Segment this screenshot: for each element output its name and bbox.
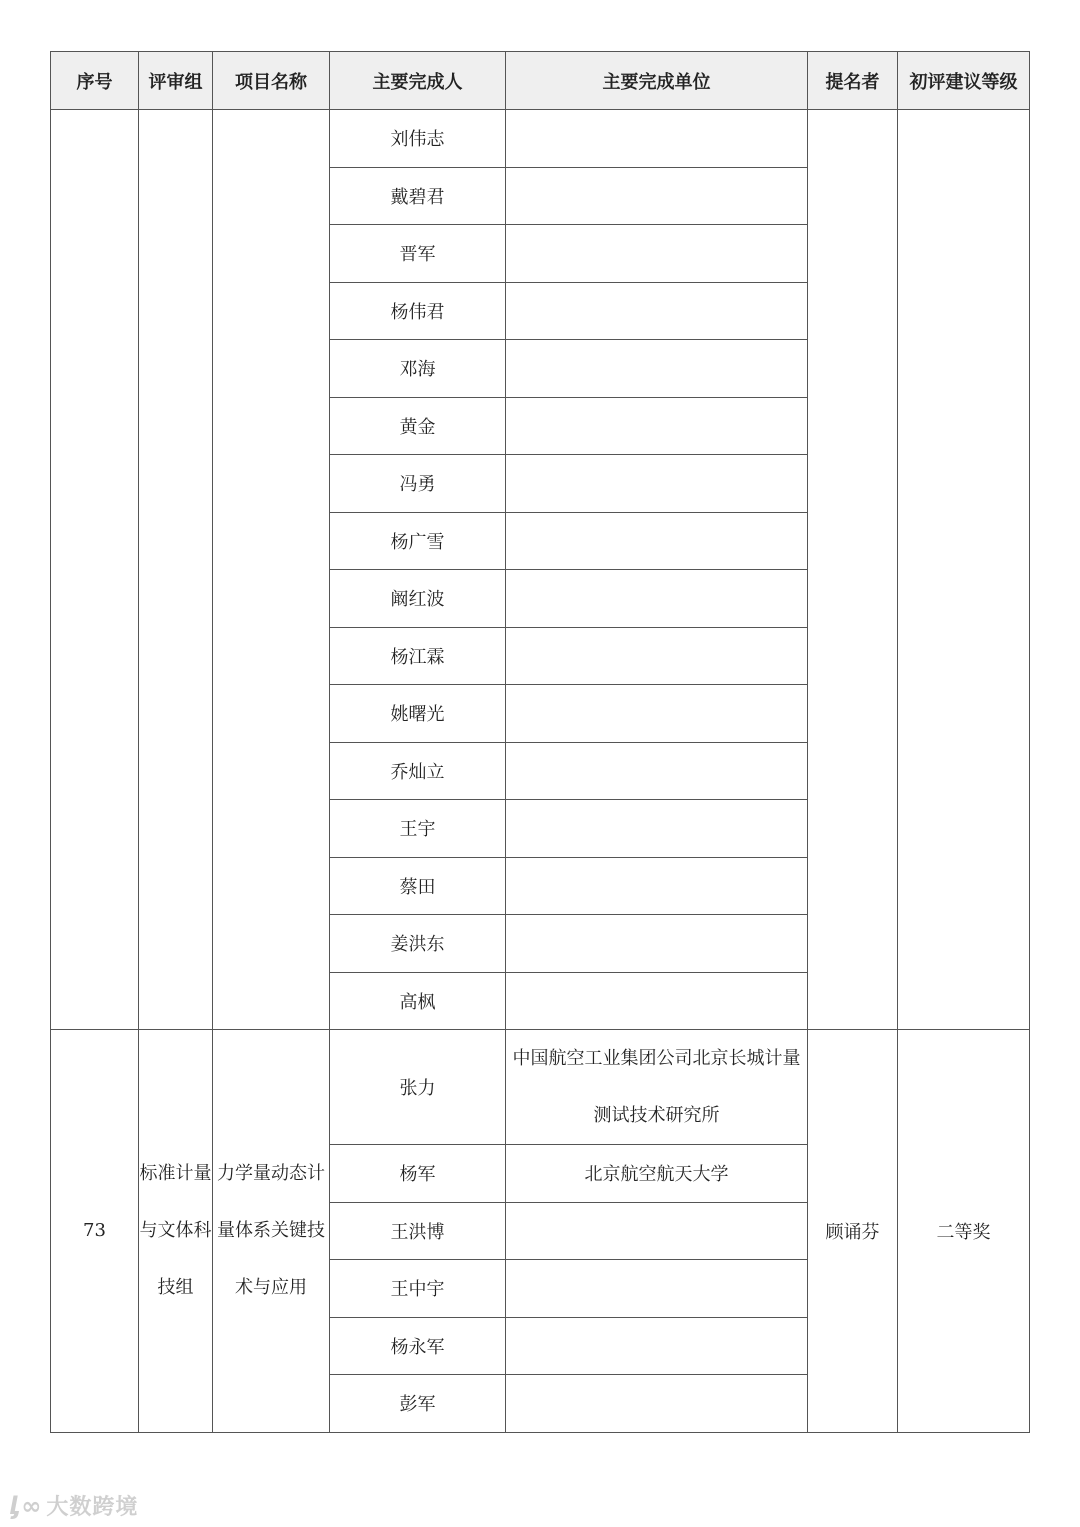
unit-cell xyxy=(506,1317,808,1375)
header-nominator: 提名者 xyxy=(808,52,898,110)
person-cell: 姚曙光 xyxy=(330,685,506,743)
unit-cell xyxy=(506,915,808,973)
unit-cell xyxy=(506,110,808,168)
group-cell: 标准计量与文体科技组 xyxy=(139,1030,213,1433)
person-cell: 杨军 xyxy=(330,1145,506,1203)
person-cell: 彭军 xyxy=(330,1375,506,1433)
person-cell: 阚红波 xyxy=(330,570,506,628)
person-cell: 晋军 xyxy=(330,225,506,283)
watermark xyxy=(8,1490,138,1521)
level-cell-empty xyxy=(898,110,1030,1030)
person-cell: 蔡田 xyxy=(330,857,506,915)
seq-cell: 73 xyxy=(51,1030,139,1433)
header-seq: 序号 xyxy=(51,52,139,110)
unit-cell xyxy=(506,1260,808,1318)
unit-cell xyxy=(506,627,808,685)
table-row xyxy=(51,1030,1030,1145)
nominator-cell-empty xyxy=(808,110,898,1030)
unit-cell xyxy=(506,455,808,513)
header-project: 项目名称 xyxy=(213,52,330,110)
header-group: 评审组 xyxy=(139,52,213,110)
header-row xyxy=(51,52,1030,110)
header-level: 初评建议等级 xyxy=(898,52,1030,110)
unit-cell xyxy=(506,397,808,455)
seq-cell-empty xyxy=(51,110,139,1030)
header-units: 主要完成单位 xyxy=(506,52,808,110)
header-persons: 主要完成人 xyxy=(330,52,506,110)
person-cell: 邓海 xyxy=(330,340,506,398)
unit-cell xyxy=(506,167,808,225)
level-cell: 二等奖 xyxy=(898,1030,1030,1433)
table-row xyxy=(51,110,1030,168)
person-cell: 王洪博 xyxy=(330,1202,506,1260)
unit-cell xyxy=(506,570,808,628)
person-cell: 杨江霖 xyxy=(330,627,506,685)
project-cell-empty xyxy=(213,110,330,1030)
unit-cell xyxy=(506,800,808,858)
unit-cell xyxy=(506,282,808,340)
unit-cell xyxy=(506,857,808,915)
person-cell: 刘伟志 xyxy=(330,110,506,168)
person-cell: 王中宇 xyxy=(330,1260,506,1318)
person-cell: 杨广雪 xyxy=(330,512,506,570)
person-cell: 高枫 xyxy=(330,972,506,1030)
nominator-cell: 顾诵芬 xyxy=(808,1030,898,1433)
person-cell: 张力 xyxy=(330,1030,506,1145)
unit-cell xyxy=(506,340,808,398)
person-cell: 王宇 xyxy=(330,800,506,858)
unit-cell xyxy=(506,742,808,800)
watermark-text: 大数跨境 xyxy=(46,1495,139,1520)
person-cell: 杨永军 xyxy=(330,1317,506,1375)
person-cell: 冯勇 xyxy=(330,455,506,513)
award-table xyxy=(50,51,1030,1433)
unit-cell: 北京航空航天大学 xyxy=(506,1145,808,1203)
person-cell: 杨伟君 xyxy=(330,282,506,340)
unit-cell xyxy=(506,1375,808,1433)
person-cell: 戴碧君 xyxy=(330,167,506,225)
unit-cell xyxy=(506,685,808,743)
person-cell: 乔灿立 xyxy=(330,742,506,800)
unit-cell: 中国航空工业集团公司北京长城计量测试技术研究所 xyxy=(506,1030,808,1145)
group-cell-empty xyxy=(139,110,213,1030)
person-cell: 黄金 xyxy=(330,397,506,455)
watermark-logo-icon: ᶅ∞ xyxy=(8,1491,43,1520)
unit-cell xyxy=(506,972,808,1030)
project-cell: 力学量动态计量体系关键技术与应用 xyxy=(213,1030,330,1433)
unit-cell xyxy=(506,512,808,570)
unit-cell xyxy=(506,225,808,283)
unit-cell xyxy=(506,1202,808,1260)
person-cell: 姜洪东 xyxy=(330,915,506,973)
